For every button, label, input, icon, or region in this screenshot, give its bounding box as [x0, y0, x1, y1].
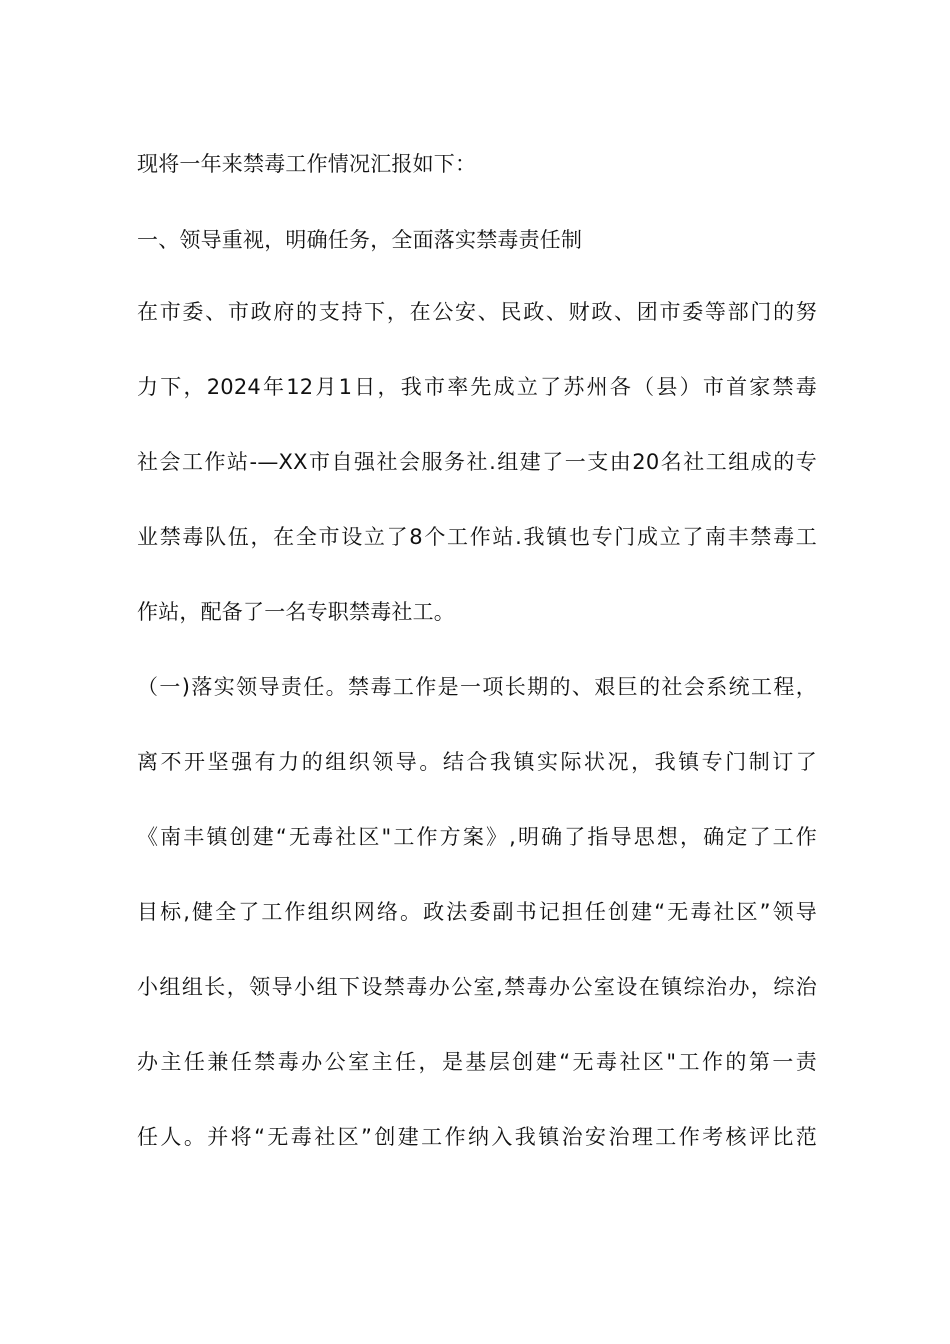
paragraph-line: 业禁毒队伍，在全市设立了8个工作站.我镇也专门成立了南丰禁毒工 [137, 525, 817, 549]
paragraph-line: 办主任兼任禁毒办公室主任，是基层创建“无毒社区"工作的第一责 [137, 1050, 817, 1074]
paragraph-line: 离不开坚强有力的组织领导。结合我镇实际状况，我镇专门制订了 [137, 750, 817, 774]
paragraph-line: 作站，配备了一名专职禁毒社工。 [137, 600, 455, 624]
paragraph-line: 社会工作站-—XX市自强社会服务社.组建了一支由20名社工组成的专 [137, 450, 817, 474]
paragraph-line: 《南丰镇创建“无毒社区"工作方案》,明确了指导思想，确定了工作 [137, 825, 817, 849]
paragraph-line: （一)落实领导责任。禁毒工作是一项长期的、艰巨的社会系统工程， [137, 675, 817, 699]
paragraph-line: 在市委、市政府的支持下，在公安、民政、财政、团市委等部门的努 [137, 300, 817, 324]
paragraph-line: 任人。并将“无毒社区”创建工作纳入我镇治安治理工作考核评比范 [137, 1125, 817, 1149]
paragraph-line: 目标,健全了工作组织网络。政法委副书记担任创建“无毒社区”领导 [137, 900, 817, 924]
paragraph-line: 小组组长，领导小组下设禁毒办公室,禁毒办公室设在镇综治办，综治 [137, 975, 817, 999]
intro-line: 现将一年来禁毒工作情况汇报如下： [137, 152, 477, 176]
section-heading-1: 一、领导重视，明确任务，全面落实禁毒责任制 [137, 228, 583, 252]
paragraph-line: 力下，2024年12月1日，我市率先成立了苏州各（县）市首家禁毒 [137, 375, 817, 399]
